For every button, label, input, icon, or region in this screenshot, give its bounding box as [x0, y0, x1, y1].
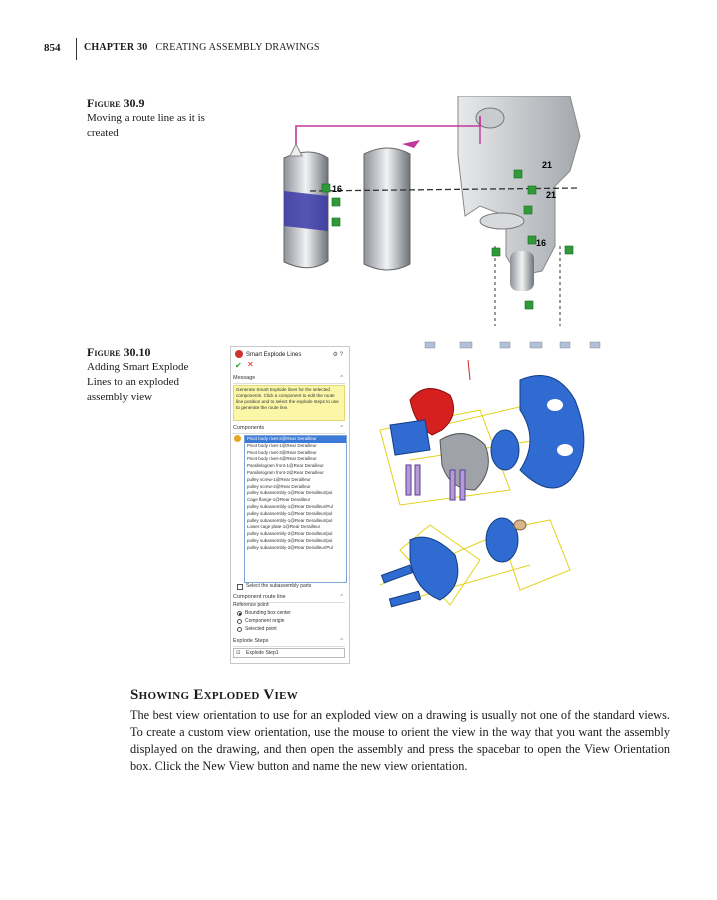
- component-list-item[interactable]: pulley subassembly-2@Rear Derailleur/Pul: [247, 544, 333, 550]
- component-list-item[interactable]: Pivot body rivet-2@Rear Derailleur: [245, 436, 346, 443]
- figure-30-9-caption: [87, 96, 212, 141]
- component-list-item[interactable]: pulley subassembly-2@Rear Derailleur/pul: [247, 537, 333, 543]
- chevron-up-icon[interactable]: ^: [340, 375, 343, 381]
- components-list[interactable]: [244, 435, 347, 583]
- help-icon[interactable]: ⚙ ?: [332, 352, 343, 358]
- component-list-item[interactable]: pulley subassembly-1@Rear Derailleur/pul: [247, 490, 333, 496]
- option-component-origin: Component origin: [245, 618, 285, 624]
- component-list-item[interactable]: Pivot body rivet-1@Rear Derailleur: [247, 442, 317, 448]
- component-list-item[interactable]: pulley subassembly-1@Rear Derailleur/pul: [247, 517, 333, 523]
- figure-30-10-caption: [87, 345, 212, 405]
- select-subassembly-label: Select the subassembly parts: [246, 583, 312, 589]
- message-box: Generate Smart Explode lines for the selected components. Click a component to edit the route line position and to select the explode steps to use to generate the route line.: [233, 385, 345, 421]
- chevron-up-icon[interactable]: ^: [340, 425, 343, 431]
- component-list-item[interactable]: pulley screw-1@Rear Derailleur: [247, 476, 311, 482]
- chevron-up-icon[interactable]: ^: [340, 638, 343, 644]
- components-header-label: Components: [233, 425, 265, 431]
- header-divider: [76, 38, 77, 60]
- route-header-label: Component route line: [233, 594, 286, 600]
- figure-30-9-image: [270, 96, 590, 326]
- radio-component-origin[interactable]: [237, 619, 242, 624]
- component-list-item[interactable]: Pivot body rivet-4@Rear Derailleur: [247, 456, 317, 462]
- explode-steps-section-header[interactable]: [233, 637, 345, 647]
- explode-step-icon: ☑: [236, 650, 241, 656]
- figure-label: Figure 30.9: [87, 96, 145, 110]
- figure-caption-text: Adding Smart Explode Lines to an exploded assembly view: [87, 361, 189, 403]
- running-header: [84, 42, 320, 53]
- radio-selected-point[interactable]: [237, 627, 242, 632]
- component-list-item[interactable]: pulley screw-2@Rear Derailleur: [247, 483, 311, 489]
- component-list-item[interactable]: Pivot body rivet-3@Rear Derailleur: [247, 449, 317, 455]
- component-icon: [234, 435, 241, 442]
- explode-steps-header-label: Explode Steps: [233, 638, 269, 644]
- reference-point-label: Reference point:: [233, 602, 270, 608]
- panel-title: Smart Explode Lines: [246, 352, 302, 358]
- body-paragraph: The best view orientation to use for an exploded view on a drawing is usually not one of the standard views. To create a custom view orientation, use the mouse to orient the view in the way that you want the assembly displayed on the drawing, and then open the assembly and press the spacebar to open the View Orientation box. Click the New View button and name the new view orientation.: [130, 708, 670, 773]
- component-list-item[interactable]: Cage flange-1@Rear Derailleur: [247, 497, 311, 503]
- callout-16-left: 16: [332, 184, 343, 194]
- smart-explode-lines-panel: [230, 346, 350, 664]
- chapter-label: CHAPTER 30: [84, 42, 148, 53]
- chapter-title: CREATING ASSEMBLY DRAWINGS: [155, 42, 320, 53]
- chevron-up-icon[interactable]: ^: [340, 594, 343, 600]
- message-header-label: Message: [233, 375, 256, 381]
- option-selected-point: Selected point: [245, 626, 277, 632]
- component-list-item[interactable]: pulley subassembly-2@Rear Derailleur/pul: [247, 531, 333, 537]
- figure-label: Figure 30.10: [87, 345, 151, 359]
- section-heading: Showing Exploded View: [130, 687, 298, 703]
- component-list-item[interactable]: Parallelogram front-2@Rear Derailleur: [247, 469, 324, 475]
- select-subassembly-checkbox[interactable]: [237, 584, 243, 590]
- explode-steps-box[interactable]: [233, 648, 345, 658]
- component-list-item[interactable]: pulley subassembly-1@Rear Derailleur/pul: [247, 510, 333, 516]
- components-section-header[interactable]: [233, 424, 345, 434]
- message-section-header[interactable]: [233, 374, 345, 384]
- page-number: 854: [44, 42, 61, 54]
- callout-21-top: 21: [542, 160, 553, 170]
- radio-bounding-box[interactable]: [237, 611, 242, 616]
- component-list-item[interactable]: Parallelogram front-1@Rear Derailleur: [247, 463, 324, 469]
- callout-21-mid: 21: [546, 190, 557, 200]
- cursor-arrow-icon: [402, 140, 420, 148]
- callout-16-right: 16: [536, 238, 547, 248]
- ok-check-icon[interactable]: ✔: [235, 361, 242, 370]
- component-list-item[interactable]: pulley subassembly-1@Rear Derailleur/Pul: [247, 503, 333, 509]
- figure-caption-text: Moving a route line as it is created: [87, 112, 205, 139]
- figure-30-10-image: [370, 340, 620, 640]
- component-list-item[interactable]: Lower cage plate-1@Rear Derailleur: [247, 524, 321, 530]
- explode-step-item: Explode Step1: [246, 650, 279, 656]
- cancel-x-icon[interactable]: ✕: [247, 360, 254, 369]
- option-bounding-box: Bounding box center: [245, 610, 291, 616]
- smart-explode-icon: [235, 350, 243, 358]
